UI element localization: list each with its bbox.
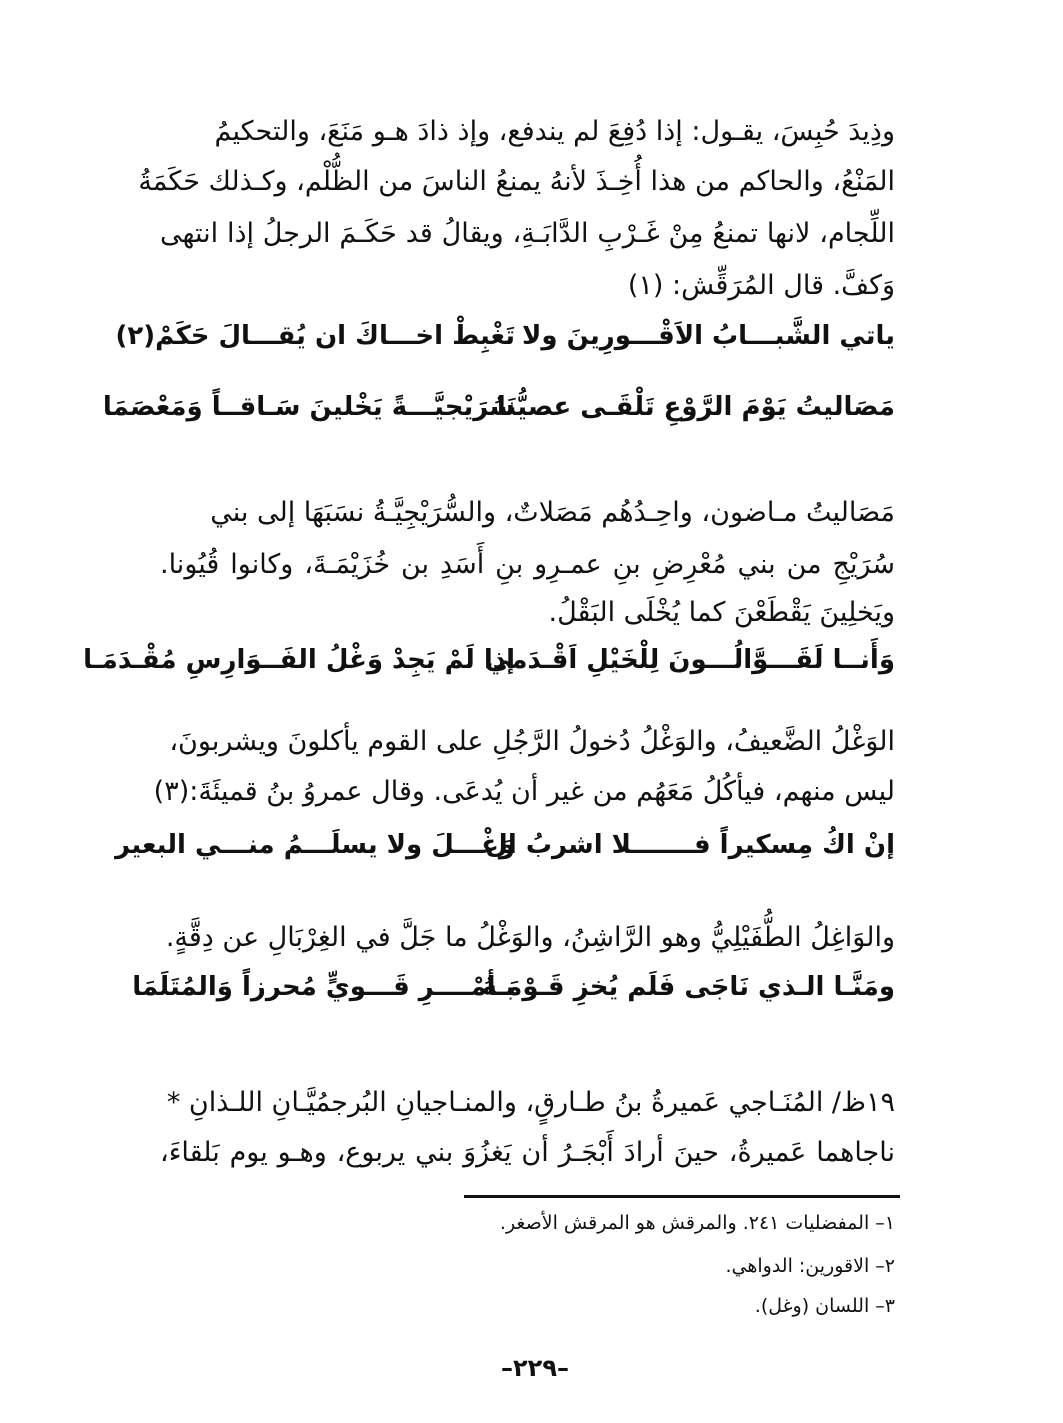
verse-1: [115, 314, 895, 358]
verse-1-second-hemistich: تَغْبِطْ اخـــاكَ ان يُقـــالَ حَكَمْ(٢): [115, 321, 515, 351]
paragraph-1-line-3: اللِّجام، لانها تمنعُ مِنْ غَـرْبِ الدَّابَـةِ، ويقالُ قد حَكَـمَ الرجلُ إذا انتهى: [160, 218, 895, 249]
paragraph-2-line-2: سُرَيْجِ من بني مُعْرِضِ بنِ عمـرِو بنِ أَسَدِ بن خُزَيْمَـةَ، وكانوا قُيُونا.: [160, 549, 895, 580]
verse-2: [102, 385, 895, 429]
paragraph-3-line-1: الوَغْلُ الضَّعيفُ، والوَغْلُ دُخولُ الرَّجُلِ على القوم يأكلونَ ويشربونَ،: [169, 726, 895, 757]
paragraph-2-line-1: مَصَاليتُ مـاضون، واحِـدُهُم مَصَلاتٌ، والسُّرَيْجِيَّـةُ نسَبَهَا إلى بني: [210, 497, 895, 528]
verse-3-first-hemistich: وَأَنــا لَقَـــوَّالُـــونَ لِلْخَيْلِ اَقْـدَمي: [485, 645, 895, 675]
paragraph-1-line-1: وذِيدَ حُبِسَ، يقـول: إذا دُفِعَ لم يندفع، وإذ ذادَ هـو مَنَعَ، والتحكيمُ: [214, 116, 895, 147]
verse-5-second-hemistich: بـأمْــــرِ قَـــويٍّ مُحرزاً وَالمُتَلَمَا: [132, 972, 515, 1002]
verse-4: [115, 823, 895, 867]
footnote-1: ١– المفضليات ٢٤١. والمرقش هو المرقش الأصغر.: [499, 1212, 895, 1234]
verse-2-first-hemistich: مَصَاليتُ يَوْمَ الرَّوْعِ تَلْقَـى عصيُّنَا: [496, 392, 895, 422]
verse-3-second-hemistich: إذا لَمْ يَجِدْ وَغْلُ الفَــوَارِسِ مُقْـدَمَـا: [83, 645, 515, 675]
paragraph-2-line-3: ويَخلِينَ يَقْطَعْنَ كما يُخْلَى البَقْلُ.: [548, 597, 895, 628]
verse-3: [83, 638, 895, 682]
verse-5: [132, 965, 895, 1009]
verse-5-first-hemistich: ومَنَّـا الـذي نَاجَى فَلَم يُخزِ قَـوْمَـهُ: [481, 972, 895, 1002]
paragraph-3-line-2: ليس منهم، فيأكُلُ مَعَهُم من غير أن يُدعَى. وقال عمروُ بنُ قميئَةَ:(٣): [153, 776, 895, 807]
footnote-2: ٢– الاقورين: الدواهي.: [725, 1255, 895, 1277]
verse-2-second-hemistich: سُرَيْجيَّـــةً يَخْلينَ سَـاقــاً وَمَعْصَمَا: [102, 392, 515, 422]
page-number: –٢٢٩–: [501, 1354, 569, 1382]
footnote-divider: [464, 1195, 900, 1198]
verse-4-second-hemistich: وَغْـــلَ ولا يسلَـــمُ منـــي البعير: [115, 830, 515, 860]
paragraph-4-line-1: والوَاغِلُ الطُّفَيْلِيُّ وهو الرَّاشِنُ، والوَغْلُ ما جَلَّ في الغِرْبَالِ عن دِقَّةٍ.: [165, 922, 895, 953]
paragraph-1-line-2: المَنْعُ، والحاكم من هذا أُخِـذَ لأنهُ يمنعُ الناسَ من الظُّلْم، وكـذلك حَكَمَةُ: [138, 166, 895, 197]
footnote-3: ٣– اللسان (وغل).: [754, 1295, 895, 1317]
paragraph-5-line-2: ناجاهما عَميرةُ، حينَ أرادَ أَبْجَـرُ أن يَغزُوَ بني يربوع، وهـو يوم بَلقاءَ،: [160, 1137, 895, 1168]
paragraph-1-line-4: وَكفَّ. قال المُرَقِّش: (١): [627, 270, 895, 301]
verse-4-first-hemistich: إنْ اكُ مِسكيراً فـــــــلا اشربُ ال: [485, 830, 895, 860]
paragraph-5-line-1: ١٩ظ/ المُنَـاجي عَميرةُ بنُ طـارقٍ، والمنـاجيانِ البُرجمُيَّـانِ اللـذانِ *: [166, 1087, 895, 1118]
verse-1-first-hemistich: ياتي الشَّبـــابُ الاَقْـــورِينَ ولا: [522, 321, 895, 351]
